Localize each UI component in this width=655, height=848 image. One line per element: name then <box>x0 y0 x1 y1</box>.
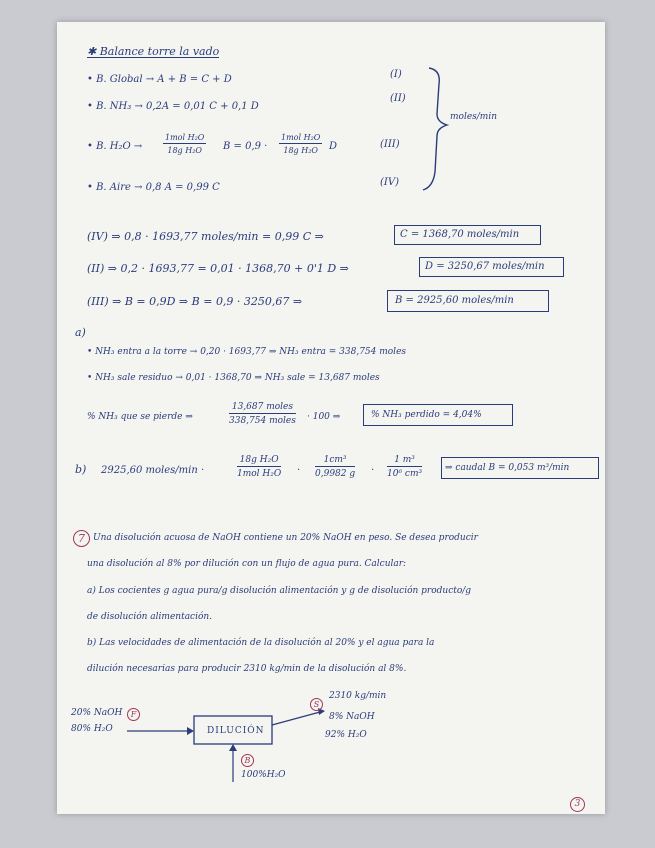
balance-global: • B. Global → A + B = C + D <box>87 74 232 85</box>
fraction-denominator: 18g H₂O <box>283 146 318 155</box>
balance-h2o-mid: B = 0,9 · <box>223 141 268 152</box>
section-header: ✱ Balance torre la vado <box>87 45 220 58</box>
balance-tag-3: (III) <box>380 139 400 150</box>
fraction-numerator: 18g H₂O <box>237 455 281 467</box>
fraction-denominator: 0,9982 g <box>315 469 356 479</box>
fraction-denominator: 338,754 moles <box>229 416 296 426</box>
balance-tag-4: (IV) <box>380 177 399 188</box>
part-a-pct-pre: % NH₃ que se pierde ⇒ <box>87 412 193 422</box>
feed-tag: F <box>127 708 140 721</box>
problem-line-3: a) Los cocientes g agua pura/g disolución alimentación y g de disolución producto/g <box>87 586 472 596</box>
balance-tag-2: (II) <box>390 93 406 104</box>
fraction-numerator: 1mol H₂O <box>165 133 205 142</box>
part-b-label: b) <box>75 463 87 476</box>
fraction-denominator: 10⁶ cm³ <box>387 469 423 479</box>
problem-line-2: una disolución al 8% por dilución con un flujo de agua pura. Calcular: <box>87 559 407 569</box>
water-tag: B <box>241 754 254 767</box>
problem-line-4: de disolución alimentación. <box>87 612 213 622</box>
fraction-numerator: 13,687 moles <box>229 402 296 414</box>
part-a-line-2: • NH₃ sale residuo → 0,01 · 1368,70 ⇒ NH₃ sale = 13,687 moles <box>87 373 380 383</box>
fraction-numerator: 1mol H₂O <box>281 133 321 142</box>
result-b: B = 2925,60 moles/min <box>395 295 514 306</box>
balance-nh3: • B. NH₃ → 0,2A = 0,01 C + 0,1 D <box>87 101 259 112</box>
part-b-result: ⇒ caudal B = 0,053 m³/min <box>445 463 570 473</box>
balance-h2o-pre: • B. H₂O → <box>87 141 143 152</box>
out-naoh: 8% NaOH <box>329 712 375 722</box>
part-a-pct-result: % NH₃ perdido = 4,04% <box>371 410 482 420</box>
fraction-numerator: 1cm³ <box>315 455 355 467</box>
fraction-denominator: 1mol H₂O <box>237 469 282 479</box>
feed-water: 80% H₂O <box>71 724 113 734</box>
fraction-denominator: 18g H₂O <box>167 146 202 155</box>
problem-line-6: dilución necesarias para producir 2310 kg/min de la disolución al 8%. <box>87 664 407 674</box>
fraction-numerator: 1 m³ <box>387 455 422 467</box>
water-comp: 100%H₂O <box>241 770 286 780</box>
page-number: 3 <box>570 797 585 812</box>
unit-label: DILUCIÓN <box>207 726 265 736</box>
result-c: C = 1368,70 moles/min <box>400 229 520 240</box>
balance-h2o-post: D <box>329 141 338 152</box>
out-water: 92% H₂O <box>325 730 367 740</box>
part-a-line-1: • NH₃ entra a la torre → 0,20 · 1693,77 ⇒ NH₃ entra = 338,754 moles <box>87 347 407 357</box>
balance-tag-1: (I) <box>390 69 402 80</box>
part-b-dot-1: · <box>297 465 301 476</box>
part-a-pct-post: · 100 ⇒ <box>307 412 341 422</box>
problem-line-1: Una disolución acuosa de NaOH contiene un 20% NaOH en peso. Se desea producir <box>93 533 478 543</box>
feed-naoh: 20% NaOH <box>71 708 123 718</box>
part-b-pre: 2925,60 moles/min · <box>101 465 205 476</box>
solution-ii: (II) ⇒ 0,2 · 1693,77 = 0,01 · 1368,70 + 0'1 D ⇒ <box>87 262 349 275</box>
result-d: D = 3250,67 moles/min <box>425 261 545 272</box>
part-b-dot-2: · <box>371 465 375 476</box>
part-a-label: a) <box>75 326 86 339</box>
solution-iii: (III) ⇒ B = 0,9D ⇒ B = 0,9 · 3250,67 ⇒ <box>87 295 303 308</box>
problem-line-5: b) Las velocidades de alimentación de la disolución al 20% y el agua para la <box>87 638 435 648</box>
out-flow: 2310 kg/min <box>329 691 387 701</box>
balance-air: • B. Aire → 0,8 A = 0,99 C <box>87 182 220 193</box>
brace-label: moles/min <box>450 112 498 122</box>
problem-number: 7 <box>73 530 90 547</box>
solution-iv: (IV) ⇒ 0,8 · 1693,77 moles/min = 0,99 C ⇒ <box>87 230 324 243</box>
notebook-page <box>57 22 605 814</box>
out-tag: S <box>310 698 323 711</box>
